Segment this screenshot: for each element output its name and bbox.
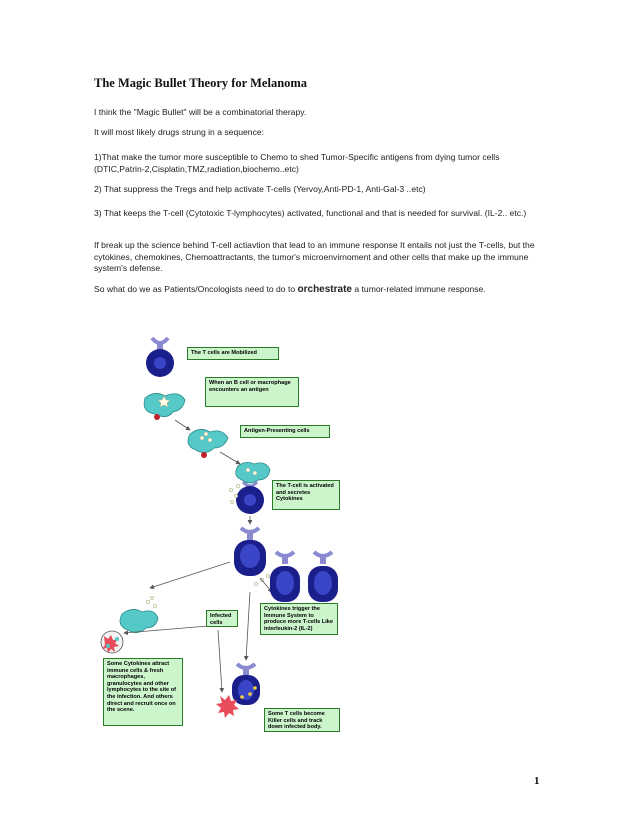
killer-t-cell (232, 664, 260, 705)
activated-t-cell (229, 462, 270, 514)
label-some-cytokines: Some Cytokines attract immune cells & fresh macrophages, granulocytes and other lymphocytes to the site of the infection. And others direct and recruit once on the scene. (103, 658, 183, 726)
label-infected-cells: Infected cells (206, 610, 238, 627)
paragraph-item-3: 3) That keeps the T-cell (Cytotoxic T-lymphocytes) activated, functional and that is needed for survival. (IL-2.. etc.) (94, 208, 527, 218)
paragraph-science: If break up the science behind T-cell actiavtion that lead to an immune response It entails not just the T-cells, but the cytokines, chemokines, Chemoattractants, the tumor's microenvirnoment and other cells that make up the immune system's defense. (94, 240, 535, 274)
infected-cell-being-engulfed (101, 631, 123, 653)
label-killer-cells: Some T cells become Killer cells and track down infected body. (264, 708, 340, 732)
label-cytokines-trigger: Cytokines trigger the Immune System to produce more T-cells Like interleukin-2 (IL-2) (260, 603, 338, 635)
paragraph-sequence: It will most likely drugs strung in a sequence: (94, 127, 265, 137)
t-cell-produced-1 (270, 552, 300, 602)
label-b-cell-encounters: When an B cell or macrophage encounters an antigen (205, 377, 299, 407)
t-cell-mobilized (146, 338, 174, 377)
label-t-cells-mobilized: The T cells are Mobilized (187, 347, 279, 360)
paragraph-question (94, 284, 546, 296)
t-cell-produced-2 (308, 552, 338, 602)
paragraph-intro: I think the "Magic Bullet" will be a combinatorial therapy. (94, 107, 307, 117)
page-number: 1 (534, 775, 540, 787)
emphasis-orchestrate: orchestrate (297, 284, 352, 295)
document-title: The Magic Bullet Theory for Melanoma (94, 76, 308, 90)
label-antigen-presenting: Antigen-Presenting cells (240, 425, 330, 438)
question-text-after: a tumor-related immune response. (351, 284, 486, 294)
antigen-presenting-cell (188, 429, 228, 458)
macrophage-recruited (120, 609, 158, 632)
paragraph-item-1: 1)That make the tumor more susceptible to Chemo to shed Tumor-Specific antigens from dying tumor cells (DTIC,Patrin-2,Cisplatin,TMZ,radiation,biochemo..etc) (94, 152, 500, 174)
paragraph-item-2: 2) That suppress the Tregs and help activate T-cells (Yervoy,Anti-PD-1, Anti-Gal-3 ..etc) (94, 184, 426, 194)
question-text-before: So what do we as Patients/Oncologists need to do to (94, 284, 298, 294)
t-cell-activation-figure (90, 330, 450, 740)
label-t-cell-activated: The T-cell is activated and secretes Cytokines (272, 480, 340, 510)
t-cell-large (234, 528, 270, 586)
macrophage-antigen (144, 393, 185, 420)
